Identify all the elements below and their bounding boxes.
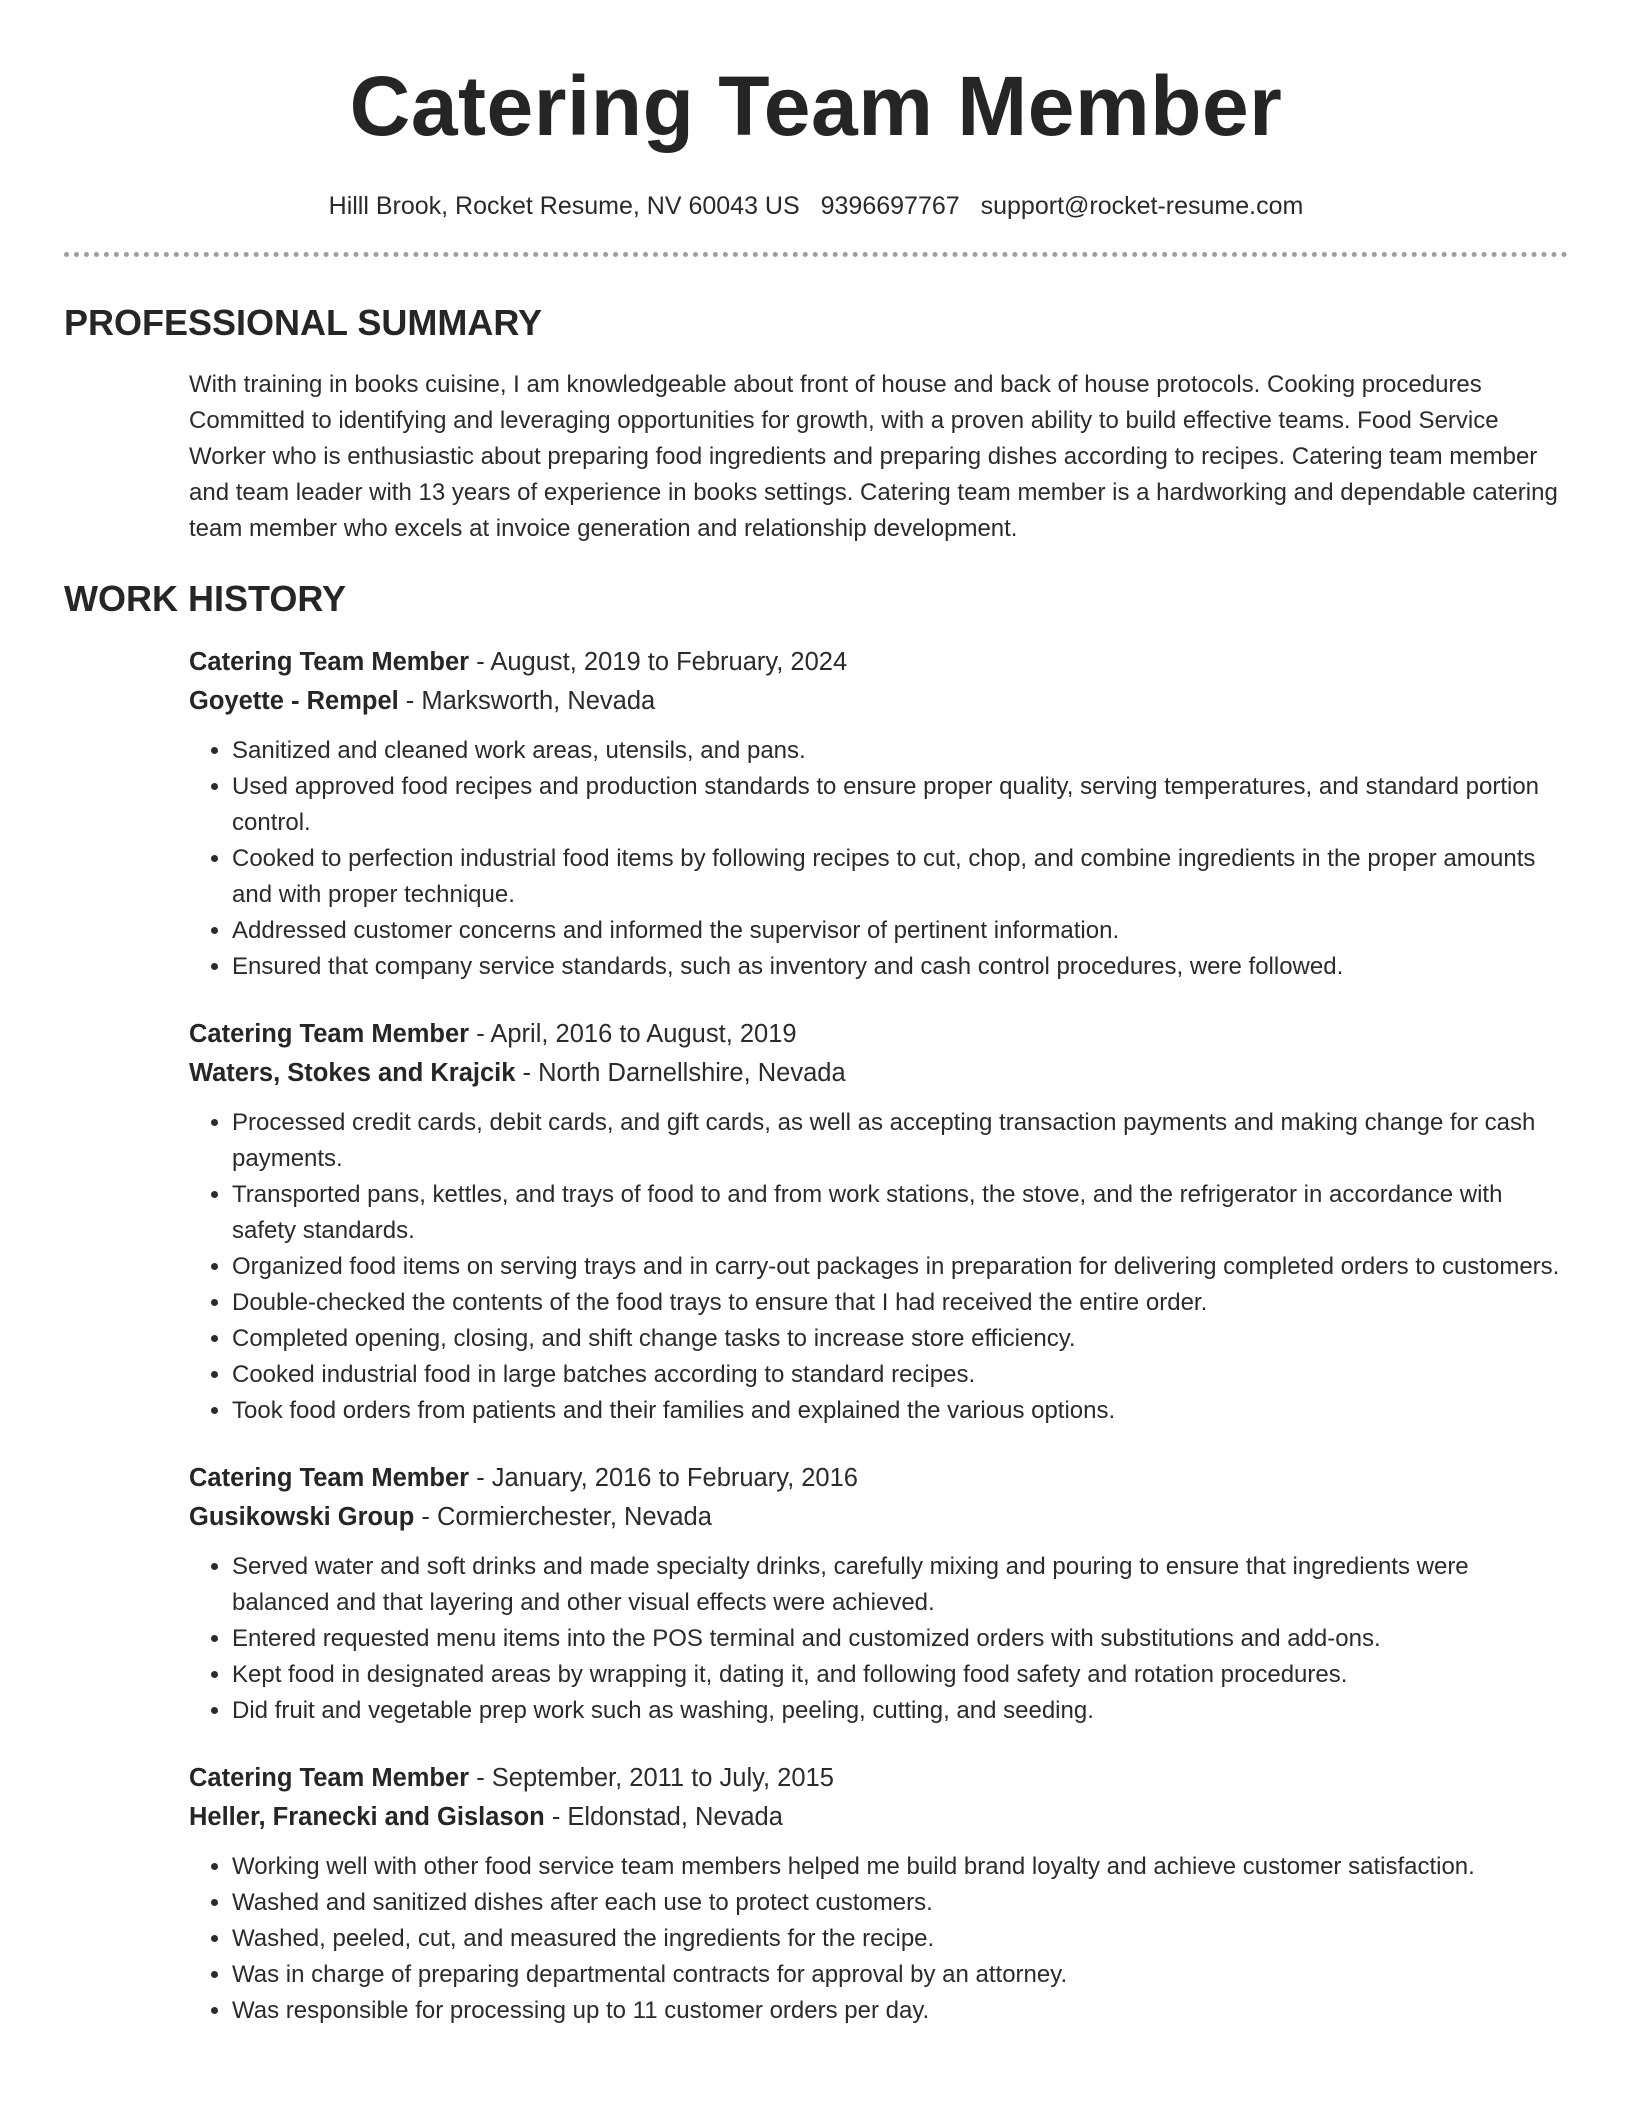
job-bullet: • Organized food items on serving trays and in carry-out packages in preparation for delivering completed orders to customers.: [232, 1249, 1568, 1285]
job-bullets: [189, 1105, 1568, 1429]
job-company: Goyette - Rempel: [189, 687, 399, 715]
job-role: Catering Team Member: [189, 648, 470, 676]
job-bullet: • Processed credit cards, debit cards, and gift cards, as well as accepting transaction payments and making change for cash payments.: [232, 1105, 1568, 1177]
candidate-name: Catering Team Member: [349, 59, 1283, 153]
work-history-heading: WORK HISTORY: [64, 578, 347, 619]
job-title-line: [189, 1759, 1568, 1798]
job-bullet: • Cooked industrial food in large batches according to standard recipes.: [232, 1357, 1568, 1393]
job-bullet: • Kept food in designated areas by wrapping it, dating it, and following food safety and rotation procedures.: [232, 1657, 1568, 1693]
job-company: Waters, Stokes and Krajcik: [189, 1059, 516, 1087]
summary-text: With training in books cuisine, I am knowledgeable about front of house and back of house protocols. Cooking procedures Committed to identifying and leveraging opportunities for growth, with a proven ability to build effective teams. Food Service Worker who is enthusiastic about preparing food ingredients and preparing dishes according to recipes. Catering team member and team leader with 13 years of experience in books settings. Catering team member is a hardworking and dependable catering team member who excels at invoice generation and relationship development.: [189, 371, 1558, 542]
job-role: Catering Team Member: [189, 1020, 470, 1048]
job-location: - Eldonstad, Nevada: [544, 1803, 783, 1831]
job-bullet: • Was responsible for processing up to 11 customer orders per day.: [232, 1993, 1568, 2029]
job-entry: [189, 1759, 1568, 2029]
summary-heading: PROFESSIONAL SUMMARY: [64, 302, 543, 343]
job-entry: [189, 1459, 1568, 1729]
job-location: - Marksworth, Nevada: [398, 687, 656, 715]
contact-address: Hilll Brook, Rocket Resume, NV 60043 US: [328, 192, 800, 220]
job-company: Gusikowski Group: [189, 1503, 415, 1531]
job-entry: [189, 1015, 1568, 1429]
job-bullet: • Took food orders from patients and their families and explained the various options.: [232, 1393, 1568, 1429]
contact-phone: 9396697767: [820, 192, 960, 220]
job-dates: - September, 2011 to July, 2015: [469, 1764, 834, 1792]
job-bullet: • Used approved food recipes and production standards to ensure proper quality, serving temperatures, and standard portion control.: [232, 769, 1568, 841]
contact-line: [64, 190, 1568, 222]
job-bullet: • Cooked to perfection industrial food items by following recipes to cut, chop, and combine ingredients in the proper amounts and with proper technique.: [232, 841, 1568, 913]
job-bullet: • Washed and sanitized dishes after each use to protect customers.: [232, 1885, 1568, 1921]
job-bullet: • Addressed customer concerns and informed the supervisor of pertinent information.: [232, 913, 1568, 949]
resume-header: [64, 0, 1568, 222]
job-role: Catering Team Member: [189, 1464, 470, 1492]
job-location: - Cormierchester, Nevada: [414, 1503, 712, 1531]
job-title-line: [189, 1459, 1568, 1498]
job-bullet: • Working well with other food service team members helped me build brand loyalty and achieve customer satisfaction.: [232, 1849, 1568, 1885]
contact-email: support@rocket-resume.com: [980, 192, 1304, 220]
work-history-list: [189, 643, 1568, 2029]
job-company-line: [189, 1498, 1568, 1537]
header-divider: [64, 252, 1568, 257]
job-title-line: [189, 1015, 1568, 1054]
job-location: - North Darnellshire, Nevada: [515, 1059, 846, 1087]
job-entry: [189, 643, 1568, 985]
job-dates: - April, 2016 to August, 2019: [469, 1020, 797, 1048]
job-bullet: • Completed opening, closing, and shift change tasks to increase store efficiency.: [232, 1321, 1568, 1357]
job-title-line: [189, 643, 1568, 682]
job-dates: - January, 2016 to February, 2016: [469, 1464, 858, 1492]
job-bullets: [189, 733, 1568, 985]
job-bullet: • Served water and soft drinks and made specialty drinks, carefully mixing and pouring to ensure that ingredients were balanced and that layering and other visual effects were achieved.: [232, 1549, 1568, 1621]
job-company-line: [189, 1798, 1568, 1837]
job-bullet: • Did fruit and vegetable prep work such as washing, peeling, cutting, and seeding.: [232, 1693, 1568, 1729]
job-bullets: [189, 1549, 1568, 1729]
job-dates: - August, 2019 to February, 2024: [469, 648, 848, 676]
job-bullet: • Double-checked the contents of the food trays to ensure that I had received the entire order.: [232, 1285, 1568, 1321]
job-bullet: • Was in charge of preparing departmental contracts for approval by an attorney.: [232, 1957, 1568, 1993]
job-company-line: [189, 1054, 1568, 1093]
job-role: Catering Team Member: [189, 1764, 470, 1792]
job-bullet: • Entered requested menu items into the POS terminal and customized orders with substitutions and add-ons.: [232, 1621, 1568, 1657]
job-company-line: [189, 682, 1568, 721]
job-bullets: [189, 1849, 1568, 2029]
job-bullet: • Ensured that company service standards, such as inventory and cash control procedures, were followed.: [232, 949, 1568, 985]
job-bullet: • Sanitized and cleaned work areas, utensils, and pans.: [232, 733, 1568, 769]
job-bullet: • Washed, peeled, cut, and measured the ingredients for the recipe.: [232, 1921, 1568, 1957]
job-company: Heller, Franecki and Gislason: [189, 1803, 545, 1831]
job-bullet: • Transported pans, kettles, and trays of food to and from work stations, the stove, and the refrigerator in accordance with safety standards.: [232, 1177, 1568, 1249]
